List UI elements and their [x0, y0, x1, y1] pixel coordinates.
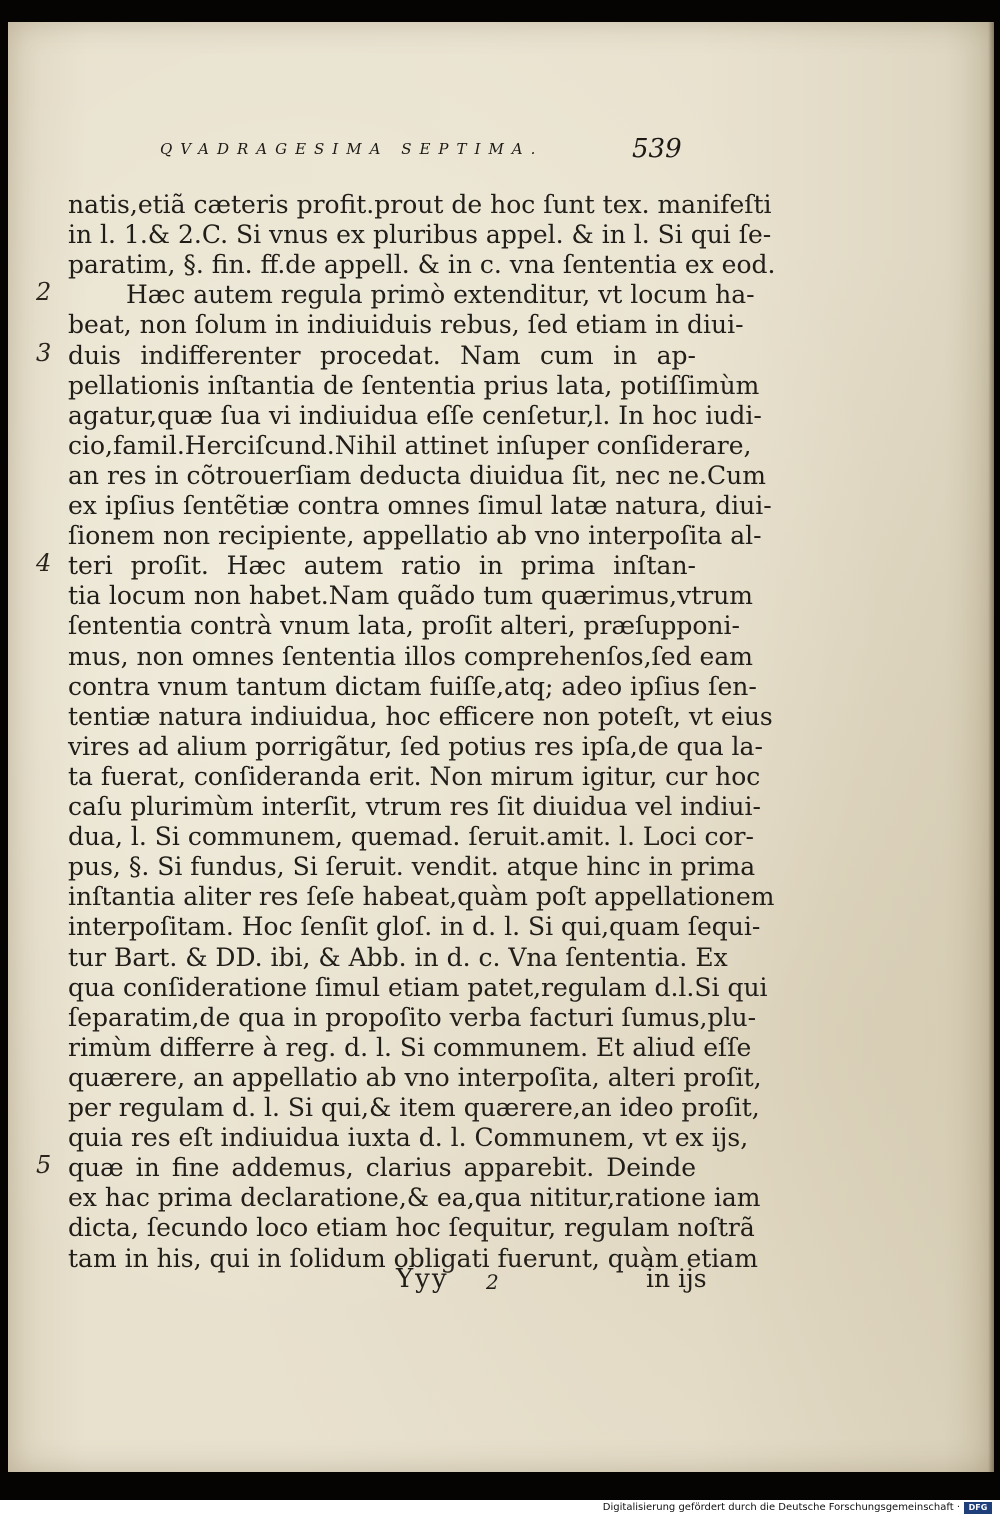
text-line: ex hac prima declaratione,& ea,qua nititur,ratione iam — [68, 1183, 761, 1213]
text-line: paratim, §. fin. ff.de appell. & in c. vna ſententia ex eod. — [68, 250, 776, 280]
text-line: per regulam d. l. Si qui,& item quærere,an ideo proſit, — [68, 1093, 760, 1122]
text-line: quærere, an appellatio ab vno interpoſita, alteri proſit, — [68, 1062, 762, 1092]
attribution-bar — [0, 1500, 1000, 1516]
dfg-logo: DFG — [964, 1502, 992, 1514]
text-line: natis,etiã cæteris profit.prout de hoc ſunt tex. manifeſti — [68, 190, 772, 219]
text-line: vires ad alium porrigãtur, ſed potius res ipſa,de qua la- — [68, 731, 763, 761]
signature-mark: Yyy — [396, 1264, 449, 1294]
text-line: agatur,quæ ſua vi indiuidua eſſe cenſetur,l. In hoc iudi- — [68, 400, 762, 430]
text-line: rimùm differre à reg. d. l. Si communem. Et aliud eſſe — [68, 1032, 752, 1062]
text-line: teri proſit. Hæc autem ratio in prima inſtan- — [68, 551, 696, 581]
text-line: contra vnum tantum dictam fuiſſe,atq; adeo ipſius ſen- — [68, 671, 757, 701]
text-line: dicta, ſecundo loco etiam hoc ſequitur, regulam noſtrã — [68, 1213, 755, 1243]
text-line: mus, non omnes ſententia illos comprehenſos,ſed eam — [68, 641, 753, 671]
page-number: 539 — [632, 134, 682, 164]
text-line: pellationis inſtantia de ſententia prius lata, potiſſimùm — [68, 370, 760, 400]
text-line: inſtantia aliter res ſeſe habeat,quàm poſt appellationem — [68, 882, 775, 912]
text-line: qua conſideratione ſimul etiam patet,regulam d.l.Si qui — [68, 972, 768, 1002]
page-edge-shadow — [988, 22, 994, 1472]
text-line: duis indifferenter procedat. Nam cum in ap- — [68, 340, 696, 370]
attribution-text: Digitalisierung gefördert durch die Deutsche Forschungsgemeinschaft · — [602, 1502, 960, 1513]
signature-number: 2 — [486, 1270, 499, 1294]
text-line: ex ipſius ſentẽtiæ contra omnes ſimul latæ natura, diui- — [68, 491, 772, 520]
text-line: quia res eſt indiuidua iuxta d. l. Communem, vt ex ijs, — [68, 1123, 749, 1153]
text-line: tia locum non habet.Nam quãdo tum quærimus,vtrum — [68, 581, 753, 611]
text-line: in l. 1.& 2.C. Si vnus ex pluribus appel. & in l. Si qui ſe- — [68, 220, 772, 250]
text-line: ſententia contrà vnum lata, proſit alteri, præſupponi- — [68, 611, 740, 641]
text-line: tur Bart. & DD. ibi, & Abb. in d. c. Vna ſententia. Ex — [68, 942, 728, 972]
text-line: interpoſitam. Hoc ſenſit gloſ. in d. l. Si qui,quam ſequi- — [68, 912, 761, 942]
text-line: quæ in fine addemus, clarius apparebit. Deinde — [68, 1153, 696, 1183]
text-line: dua, l. Si communem, quemad. ſeruit.amit. l. Loci cor- — [68, 822, 754, 852]
margin-number: 5 — [36, 1151, 52, 1180]
margin-number: 3 — [36, 338, 52, 367]
text-line: tentiæ natura indiuidua, hoc efficere non poteſt, vt eius — [68, 701, 773, 731]
margin-number: 2 — [36, 278, 52, 307]
catchword: in ijs — [646, 1264, 707, 1293]
text-line: cio,famil.Herciſcund.Nihil attinet inſuper conſiderare, — [68, 430, 752, 460]
text-line: ſeparatim,de qua in propoſito verba facturi ſumus,plu- — [68, 1002, 757, 1032]
text-line: tam in his, qui in ſolidum obligati fuerunt, quàm etiam — [68, 1243, 758, 1273]
text-line: ſionem non recipiente, appellatio ab vno interpoſita al- — [68, 521, 762, 551]
text-line: caſu plurimùm interſit, vtrum res ſit diuidua vel indiui- — [68, 792, 761, 821]
margin-number: 4 — [36, 549, 52, 578]
running-head: QVADRAGESIMA SEPTIMA. — [160, 140, 544, 158]
text-line: Hæc autem regula primò extenditur, vt locum ha- — [126, 280, 755, 310]
text-line: ta fuerat, conſideranda erit. Non mirum igitur, cur hoc — [68, 761, 761, 791]
text-line: beat, non ſolum in indiuiduis rebus, ſed etiam in diui- — [68, 310, 744, 340]
text-line: an res in cõtrouerſiam deducta diuidua ſit, nec ne.Cum — [68, 460, 766, 490]
text-line: pus, §. Si fundus, Si ſeruit. vendit. atque hinc in prima — [68, 852, 756, 882]
